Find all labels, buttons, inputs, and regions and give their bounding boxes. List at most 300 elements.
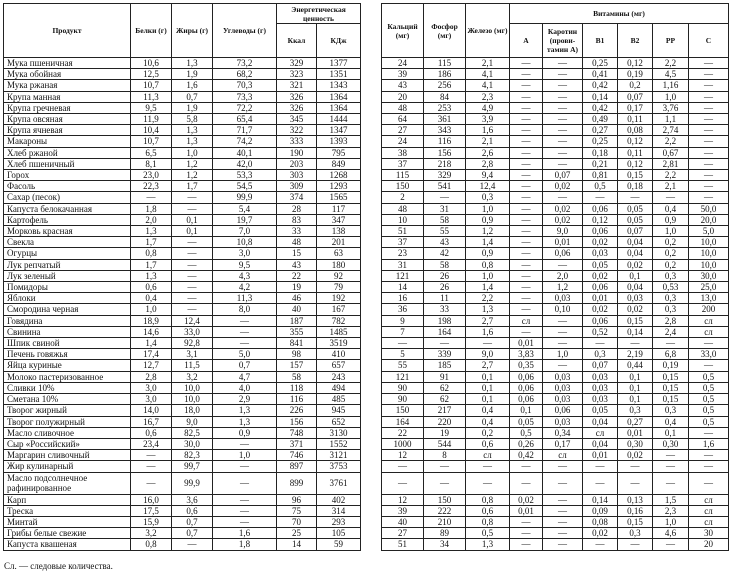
- table-row: [4, 371, 361, 382]
- cell-c: 73,2: [213, 58, 277, 69]
- table-row: [4, 360, 361, 371]
- cell-a: —: [510, 58, 543, 69]
- cell-b1: 0,18: [583, 147, 618, 158]
- table-row: [4, 539, 361, 550]
- product-name: Мука обойная: [4, 69, 131, 80]
- cell-kj: 1485: [317, 326, 361, 337]
- cell-ca: 38: [382, 147, 424, 158]
- cell-kcal: 203: [277, 158, 317, 169]
- cell-c: 1,0: [213, 450, 277, 461]
- cell-car: —: [543, 539, 583, 550]
- cell-ca: 12: [382, 494, 424, 505]
- cell-f: —: [172, 192, 213, 203]
- cell-p: 16,7: [131, 416, 172, 427]
- table-row: [382, 259, 729, 270]
- cell-vc: 0,5: [689, 382, 729, 393]
- cell-b1: 0,27: [583, 125, 618, 136]
- cell-kcal: 83: [277, 214, 317, 225]
- cell-fe: 0,5: [466, 528, 510, 539]
- table-row: [382, 69, 729, 80]
- cell-ca: 31: [382, 259, 424, 270]
- cell-car: —: [543, 69, 583, 80]
- cell-b1: 0,06: [583, 226, 618, 237]
- cell-vc: —: [689, 450, 729, 461]
- cell-kcal: 374: [277, 192, 317, 203]
- cell-kcal: 19: [277, 282, 317, 293]
- cell-a: 0,02: [510, 494, 543, 505]
- cell-kcal: 98: [277, 349, 317, 360]
- cell-kj: 945: [317, 405, 361, 416]
- table-row: [382, 450, 729, 461]
- cell-kcal: 70: [277, 516, 317, 527]
- cell-b1: 0,05: [583, 259, 618, 270]
- cell-ph: 220: [424, 416, 466, 427]
- cell-kj: 1364: [317, 91, 361, 102]
- cell-pp: —: [653, 461, 689, 472]
- cell-f: —: [172, 304, 213, 315]
- cell-b1: 0,81: [583, 170, 618, 181]
- cell-b2: —: [618, 192, 653, 203]
- cell-kj: 402: [317, 494, 361, 505]
- cell-vc: 0,5: [689, 416, 729, 427]
- cell-car: 0,03: [543, 293, 583, 304]
- cell-ph: 31: [424, 203, 466, 214]
- cell-pp: 0,3: [653, 405, 689, 416]
- table-row: [382, 405, 729, 416]
- cell-fe: 9,0: [466, 349, 510, 360]
- product-name: Горох: [4, 170, 131, 181]
- cell-b1: 0,03: [583, 394, 618, 405]
- table-row: [382, 416, 729, 427]
- cell-c: 8,0: [213, 304, 277, 315]
- cell-b1: 0,25: [583, 58, 618, 69]
- cell-f: 1,2: [172, 170, 213, 181]
- cell-ph: 42: [424, 248, 466, 259]
- cell-b2: 0,15: [618, 315, 653, 326]
- cell-ca: 1000: [382, 438, 424, 449]
- cell-a: 0,01: [510, 338, 543, 349]
- cell-pp: 0,3: [653, 270, 689, 281]
- cell-pp: 0,2: [653, 259, 689, 270]
- cell-kcal: 43: [277, 259, 317, 270]
- cell-ca: 150: [382, 405, 424, 416]
- cell-f: 1,7: [172, 181, 213, 192]
- table-row: [4, 270, 361, 281]
- cell-vc: —: [689, 170, 729, 181]
- cell-ph: 361: [424, 114, 466, 125]
- cell-kcal: 329: [277, 58, 317, 69]
- cell-vc: —: [689, 338, 729, 349]
- cell-vc: —: [689, 136, 729, 147]
- cell-car: —: [543, 125, 583, 136]
- product-name: Лук зеленый: [4, 270, 131, 281]
- cell-f: 0,7: [172, 528, 213, 539]
- cell-pp: 4,5: [653, 69, 689, 80]
- cell-p: 1,7: [131, 259, 172, 270]
- cell-car: —: [543, 259, 583, 270]
- table-row: [4, 528, 361, 539]
- table-row: [4, 125, 361, 136]
- cell-fe: 0,4: [466, 405, 510, 416]
- cell-b1: 0,08: [583, 516, 618, 527]
- cell-p: 0,8: [131, 539, 172, 550]
- cell-car: 0,06: [543, 405, 583, 416]
- product-name: Треска: [4, 505, 131, 516]
- table-row: [382, 461, 729, 472]
- cell-kj: 180: [317, 259, 361, 270]
- cell-car: 0,10: [543, 304, 583, 315]
- cell-ca: 23: [382, 248, 424, 259]
- table-row: [382, 136, 729, 147]
- footnote: Сл. — следовые количества.: [4, 561, 113, 571]
- product-name: Помидоры: [4, 282, 131, 293]
- cell-p: 0,6: [131, 282, 172, 293]
- cell-pp: 2,81: [653, 158, 689, 169]
- cell-fe: 9,4: [466, 170, 510, 181]
- table-row: [4, 416, 361, 427]
- cell-kj: 1351: [317, 69, 361, 80]
- cell-fe: 0,3: [466, 192, 510, 203]
- table-row: [4, 192, 361, 203]
- cell-kcal: 157: [277, 360, 317, 371]
- cell-b2: 0,01: [618, 427, 653, 438]
- cell-pp: 0,4: [653, 203, 689, 214]
- cell-b2: 0,05: [618, 203, 653, 214]
- minerals-vitamins-table: [381, 3, 729, 551]
- table-row: [4, 80, 361, 91]
- cell-vc: —: [689, 461, 729, 472]
- cell-car: 0,06: [543, 248, 583, 259]
- col-vit-b2: B2: [618, 24, 653, 58]
- cell-f: 1,0: [172, 147, 213, 158]
- cell-vc: 5,0: [689, 226, 729, 237]
- cell-a: —: [510, 539, 543, 550]
- table-row: [382, 472, 729, 494]
- cell-kcal: 46: [277, 293, 317, 304]
- cell-fe: 2,1: [466, 58, 510, 69]
- cell-car: —: [543, 461, 583, 472]
- cell-b1: 0,03: [583, 248, 618, 259]
- col-vitamins: Витамины (мг): [510, 4, 729, 24]
- product-name: Жир кулинарный: [4, 461, 131, 472]
- cell-ca: 55: [382, 360, 424, 371]
- cell-ph: 218: [424, 158, 466, 169]
- table-row: [4, 91, 361, 102]
- cell-p: 14,0: [131, 405, 172, 416]
- cell-vc: —: [689, 472, 729, 494]
- cell-fe: —: [466, 472, 510, 494]
- cell-ca: 7: [382, 326, 424, 337]
- cell-b1: 0,01: [583, 450, 618, 461]
- cell-vc: —: [689, 192, 729, 203]
- cell-kcal: 28: [277, 203, 317, 214]
- cell-ph: 55: [424, 226, 466, 237]
- table-row: [382, 371, 729, 382]
- cell-vc: 200: [689, 304, 729, 315]
- cell-ph: 150: [424, 494, 466, 505]
- cell-b1: 0,12: [583, 214, 618, 225]
- cell-b1: 0,21: [583, 158, 618, 169]
- cell-f: 1,9: [172, 69, 213, 80]
- col-vit-pp: PP: [653, 24, 689, 58]
- cell-p: 8,1: [131, 158, 172, 169]
- cell-ca: 51: [382, 226, 424, 237]
- cell-fe: сл: [466, 450, 510, 461]
- product-name: Сливки 10%: [4, 382, 131, 393]
- cell-a: —: [510, 293, 543, 304]
- cell-b2: 0,1: [618, 382, 653, 393]
- cell-a: —: [510, 114, 543, 125]
- cell-kcal: 48: [277, 237, 317, 248]
- cell-kj: 657: [317, 360, 361, 371]
- cell-b1: 0,52: [583, 326, 618, 337]
- cell-b2: 0,1: [618, 394, 653, 405]
- table-row: [382, 102, 729, 113]
- cell-vc: 10,0: [689, 259, 729, 270]
- cell-kcal: 187: [277, 315, 317, 326]
- cell-kj: 1565: [317, 192, 361, 203]
- cell-b1: 0,07: [583, 360, 618, 371]
- cell-a: —: [510, 91, 543, 102]
- cell-fe: 1,0: [466, 203, 510, 214]
- cell-p: 1,8: [131, 203, 172, 214]
- cell-c: —: [213, 505, 277, 516]
- col-kcal: Ккал: [277, 24, 317, 58]
- table-row: [4, 349, 361, 360]
- cell-kj: 1343: [317, 80, 361, 91]
- table-row: [382, 282, 729, 293]
- cell-c: 40,1: [213, 147, 277, 158]
- cell-vc: 13,0: [689, 293, 729, 304]
- cell-kj: 1393: [317, 136, 361, 147]
- cell-f: 3,2: [172, 371, 213, 382]
- product-name: Творог жирный: [4, 405, 131, 416]
- table-row: [382, 304, 729, 315]
- cell-vc: 33,0: [689, 349, 729, 360]
- cell-c: 5,4: [213, 203, 277, 214]
- cell-f: 82,5: [172, 427, 213, 438]
- table-row: [4, 203, 361, 214]
- cell-ca: 16: [382, 293, 424, 304]
- table-row: [4, 338, 361, 349]
- cell-f: —: [172, 248, 213, 259]
- cell-vc: —: [689, 360, 729, 371]
- cell-car: 0,07: [543, 170, 583, 181]
- col-product: Продукт: [4, 4, 131, 58]
- cell-car: —: [543, 315, 583, 326]
- cell-a: —: [510, 282, 543, 293]
- cell-ca: 150: [382, 181, 424, 192]
- cell-ph: 58: [424, 259, 466, 270]
- cell-kj: 117: [317, 203, 361, 214]
- cell-ca: 12: [382, 450, 424, 461]
- cell-p: 23,0: [131, 170, 172, 181]
- cell-fe: 0,8: [466, 516, 510, 527]
- cell-b2: 2,19: [618, 349, 653, 360]
- cell-fe: 3,9: [466, 114, 510, 125]
- cell-kcal: 58: [277, 371, 317, 382]
- col-vit-c: С: [689, 24, 729, 58]
- cell-fe: 0,4: [466, 416, 510, 427]
- cell-p: 0,6: [131, 427, 172, 438]
- cell-f: 12,4: [172, 315, 213, 326]
- cell-ca: 90: [382, 394, 424, 405]
- cell-car: —: [543, 192, 583, 203]
- cell-b2: 0,12: [618, 136, 653, 147]
- cell-pp: —: [653, 450, 689, 461]
- cell-f: —: [172, 237, 213, 248]
- table-row: [382, 505, 729, 516]
- cell-kj: 782: [317, 315, 361, 326]
- cell-p: 11,3: [131, 91, 172, 102]
- cell-f: —: [172, 293, 213, 304]
- cell-c: 2,9: [213, 394, 277, 405]
- cell-kcal: 371: [277, 438, 317, 449]
- cell-ca: 39: [382, 505, 424, 516]
- cell-pp: 2,74: [653, 125, 689, 136]
- cell-kj: 105: [317, 528, 361, 539]
- cell-fe: 4,1: [466, 69, 510, 80]
- cell-b1: 0,04: [583, 438, 618, 449]
- cell-pp: 2,8: [653, 315, 689, 326]
- cell-kj: 192: [317, 293, 361, 304]
- cell-car: 0,03: [543, 382, 583, 393]
- product-name: Морковь красная: [4, 226, 131, 237]
- table-row: [4, 69, 361, 80]
- cell-fe: 1,2: [466, 226, 510, 237]
- cell-c: 4,3: [213, 270, 277, 281]
- cell-kj: 1377: [317, 58, 361, 69]
- cell-p: —: [131, 450, 172, 461]
- cell-b2: 0,44: [618, 360, 653, 371]
- cell-fe: 2,8: [466, 158, 510, 169]
- cell-car: —: [543, 58, 583, 69]
- cell-a: —: [510, 192, 543, 203]
- cell-ca: 27: [382, 528, 424, 539]
- cell-ca: 24: [382, 136, 424, 147]
- cell-p: 1,3: [131, 226, 172, 237]
- cell-c: 1,8: [213, 539, 277, 550]
- cell-b2: 0,03: [618, 293, 653, 304]
- cell-b2: 0,02: [618, 304, 653, 315]
- cell-car: —: [543, 326, 583, 337]
- cell-b2: 0,08: [618, 125, 653, 136]
- cell-vc: —: [689, 147, 729, 158]
- cell-a: 0,01: [510, 505, 543, 516]
- product-name: Свинина: [4, 326, 131, 337]
- cell-pp: 0,15: [653, 371, 689, 382]
- cell-vc: 25,0: [689, 282, 729, 293]
- cell-ca: 121: [382, 270, 424, 281]
- cell-pp: 0,19: [653, 360, 689, 371]
- cell-kcal: 333: [277, 136, 317, 147]
- cell-pp: 0,4: [653, 416, 689, 427]
- cell-a: —: [510, 528, 543, 539]
- cell-kj: 1293: [317, 181, 361, 192]
- cell-ph: 256: [424, 80, 466, 91]
- cell-f: 1,3: [172, 136, 213, 147]
- cell-p: 12,5: [131, 69, 172, 80]
- cell-c: 0,9: [213, 427, 277, 438]
- cell-ph: 89: [424, 528, 466, 539]
- cell-c: —: [213, 516, 277, 527]
- cell-ph: —: [424, 192, 466, 203]
- cell-c: 65,4: [213, 114, 277, 125]
- cell-vc: —: [689, 158, 729, 169]
- cell-c: 73,3: [213, 91, 277, 102]
- table-row: [382, 170, 729, 181]
- cell-kcal: 190: [277, 147, 317, 158]
- product-name: Маргарин сливочный: [4, 450, 131, 461]
- cell-p: —: [131, 461, 172, 472]
- cell-p: 3,2: [131, 528, 172, 539]
- cell-p: 10,4: [131, 125, 172, 136]
- cell-f: 0,1: [172, 226, 213, 237]
- cell-vc: 0,5: [689, 371, 729, 382]
- table-row: [4, 226, 361, 237]
- cell-pp: 2,2: [653, 136, 689, 147]
- product-name: Мука пшеничная: [4, 58, 131, 69]
- cell-c: —: [213, 326, 277, 337]
- cell-vc: 10,0: [689, 248, 729, 259]
- cell-ph: —: [424, 338, 466, 349]
- cell-kcal: 116: [277, 394, 317, 405]
- cell-fe: 0,1: [466, 382, 510, 393]
- product-name: Сыр «Российский»: [4, 438, 131, 449]
- product-name: Грибы белые свежие: [4, 528, 131, 539]
- product-name: Шпик свиной: [4, 338, 131, 349]
- cell-c: —: [213, 315, 277, 326]
- cell-car: 0,03: [543, 416, 583, 427]
- cell-b1: сл: [583, 427, 618, 438]
- cell-f: 92,8: [172, 338, 213, 349]
- cell-ph: 339: [424, 349, 466, 360]
- cell-ca: 43: [382, 80, 424, 91]
- cell-kj: 3130: [317, 427, 361, 438]
- cell-ca: 37: [382, 237, 424, 248]
- cell-b2: 0,12: [618, 158, 653, 169]
- cell-fe: 0,9: [466, 248, 510, 259]
- table-row: [382, 293, 729, 304]
- cell-car: сл: [543, 450, 583, 461]
- cell-kcal: 899: [277, 472, 317, 494]
- cell-kj: 652: [317, 416, 361, 427]
- cell-pp: 0,15: [653, 382, 689, 393]
- cell-ca: 22: [382, 427, 424, 438]
- cell-b2: 0,07: [618, 91, 653, 102]
- table-row: [382, 80, 729, 91]
- col-energy: Энергетическая ценность: [277, 4, 361, 24]
- cell-car: 0,01: [543, 237, 583, 248]
- cell-pp: —: [653, 539, 689, 550]
- cell-car: —: [543, 91, 583, 102]
- cell-a: —: [510, 237, 543, 248]
- cell-fe: 2,2: [466, 293, 510, 304]
- cell-pp: 1,5: [653, 494, 689, 505]
- table-row: [382, 237, 729, 248]
- cell-kcal: 345: [277, 114, 317, 125]
- cell-fe: 0,6: [466, 505, 510, 516]
- cell-ph: —: [424, 472, 466, 494]
- table-row: [4, 438, 361, 449]
- cell-pp: 0,67: [653, 147, 689, 158]
- table-row: [4, 516, 361, 527]
- cell-p: 2,8: [131, 371, 172, 382]
- table-row: [382, 147, 729, 158]
- cell-c: —: [213, 494, 277, 505]
- cell-kcal: 326: [277, 102, 317, 113]
- col-iron: Железо (мг): [466, 4, 510, 58]
